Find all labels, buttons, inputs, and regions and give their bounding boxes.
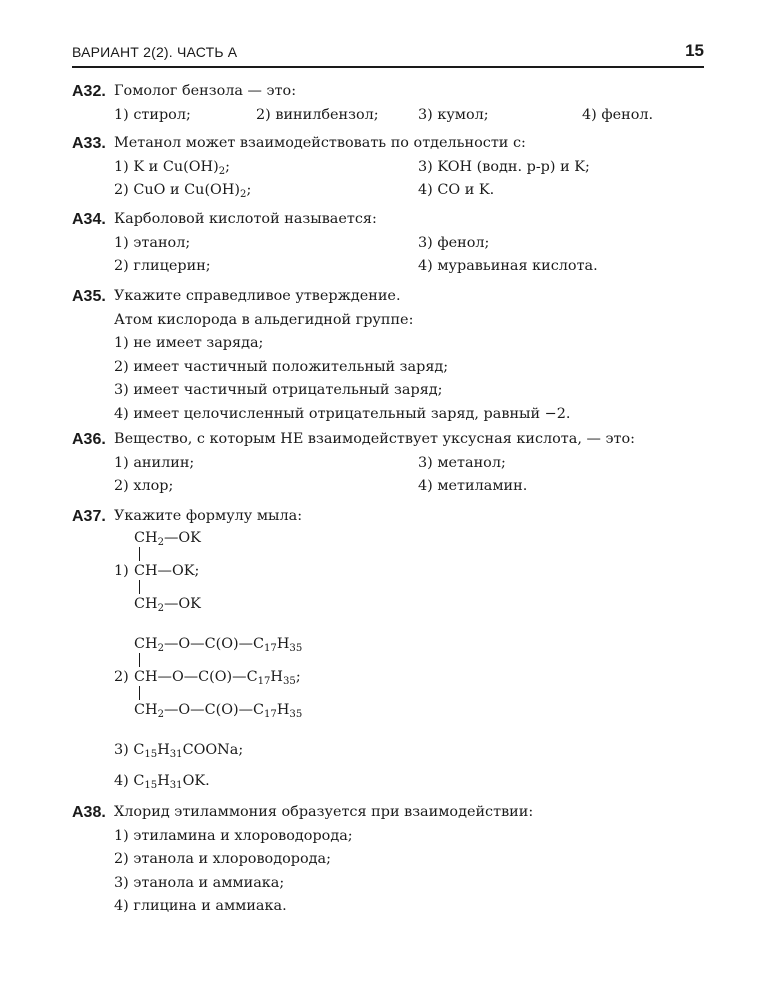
question-a38 [72, 801, 712, 919]
bond-line [139, 653, 140, 667]
option-3: 3) кумол; [418, 106, 489, 123]
option-4: 4) CO и K. [418, 182, 495, 199]
question-number: А32. [72, 83, 106, 100]
question-text: Укажите формулу мыла: [114, 508, 303, 524]
option-1: 1) этиламина и хлороводорода; [114, 827, 353, 844]
option-3: 3) имеет частичный отрицательный заряд; [114, 382, 443, 399]
question-a34 [72, 208, 712, 279]
formula-line-bottom: $CH_2—O—C(O)—C_{17}H_{35}$ [134, 702, 303, 720]
option-label: 2) [114, 669, 129, 685]
option-2: 2) имеет частичный положительный заряд; [114, 358, 449, 375]
question-text: Карболовой кислотой называется: [114, 211, 377, 227]
question-a35 [72, 285, 712, 427]
option-4: 4) муравьиная кислота. [418, 258, 598, 275]
option-2: 2) CuO и $Cu(OH)_2$; [114, 182, 252, 201]
question-a36 [72, 428, 712, 499]
question-text: Вещество, с которым НЕ взаимодействует уксусная кислота, — это: [114, 431, 635, 447]
question-subtext: Атом кислорода в альдегидной группе: [114, 311, 414, 328]
option-4: 4) глицина и аммиака. [114, 898, 287, 915]
question-text: Гомолог бензола — это: [114, 83, 297, 99]
formula-line-mid: $CH—O—C(O)—C_{17}H_{35}$; [134, 669, 301, 687]
option-2: 2) хлор; [114, 478, 174, 495]
question-a32 [72, 80, 712, 127]
question-number: А35. [72, 288, 106, 305]
option-4: 4) фенол. [582, 106, 654, 123]
formula-line-top: $CH_2—O—C(O)—C_{17}H_{35}$ [134, 636, 303, 654]
formula-line-bottom: $CH_2—OK$ [134, 596, 201, 614]
option-3: 3) фенол; [418, 234, 490, 251]
question-text: Хлорид этиламмония образуется при взаимодействии: [114, 804, 534, 820]
question-number: А34. [72, 211, 106, 228]
option-2: 2) глицерин; [114, 258, 211, 275]
page-header [72, 40, 704, 62]
soap-option-3: 3) $C_{15}H_{31}COONa$; [114, 742, 244, 760]
soap-option-4: 4) $C_{15}H_{31}OK$. [114, 773, 210, 791]
question-number: А36. [72, 431, 106, 448]
page-number: 15 [685, 41, 704, 60]
question-number: А33. [72, 135, 106, 152]
bond-line [139, 580, 140, 594]
header-rule [72, 66, 704, 68]
question-number: А37. [72, 508, 106, 525]
option-3: 3) метанол; [418, 454, 506, 471]
question-text: Укажите справедливое утверждение. [114, 288, 401, 304]
formula-line-mid: CH—OK; [134, 563, 200, 579]
formula-line-top: $CH_2—OK$ [134, 530, 201, 548]
header-title: ВАРИАНТ 2(2). ЧАСТЬ А [72, 44, 238, 60]
option-3: 3) этанола и аммиака; [114, 874, 285, 891]
option-4: 4) имеет целочисленный отрицательный заряд, равный −2. [114, 405, 571, 422]
question-a37 [72, 505, 712, 529]
bond-line [139, 547, 140, 561]
option-1: 1) анилин; [114, 454, 195, 471]
option-1: 1) не имеет заряда; [114, 335, 264, 352]
option-3: 3) KOH (водн. р-р) и K; [418, 158, 590, 175]
option-1: 1) K и $Cu(OH)_2$; [114, 158, 230, 177]
question-number: А38. [72, 804, 106, 821]
option-4: 4) метиламин. [418, 478, 528, 495]
option-label: 1) [114, 563, 129, 579]
option-2: 2) этанола и хлороводорода; [114, 851, 331, 868]
option-2: 2) винилбензол; [256, 106, 379, 123]
bond-line [139, 686, 140, 700]
option-1: 1) этанол; [114, 234, 191, 251]
option-1: 1) стирол; [114, 106, 191, 123]
question-text: Метанол может взаимодействовать по отдельности с: [114, 135, 526, 151]
question-a33 [72, 132, 712, 203]
